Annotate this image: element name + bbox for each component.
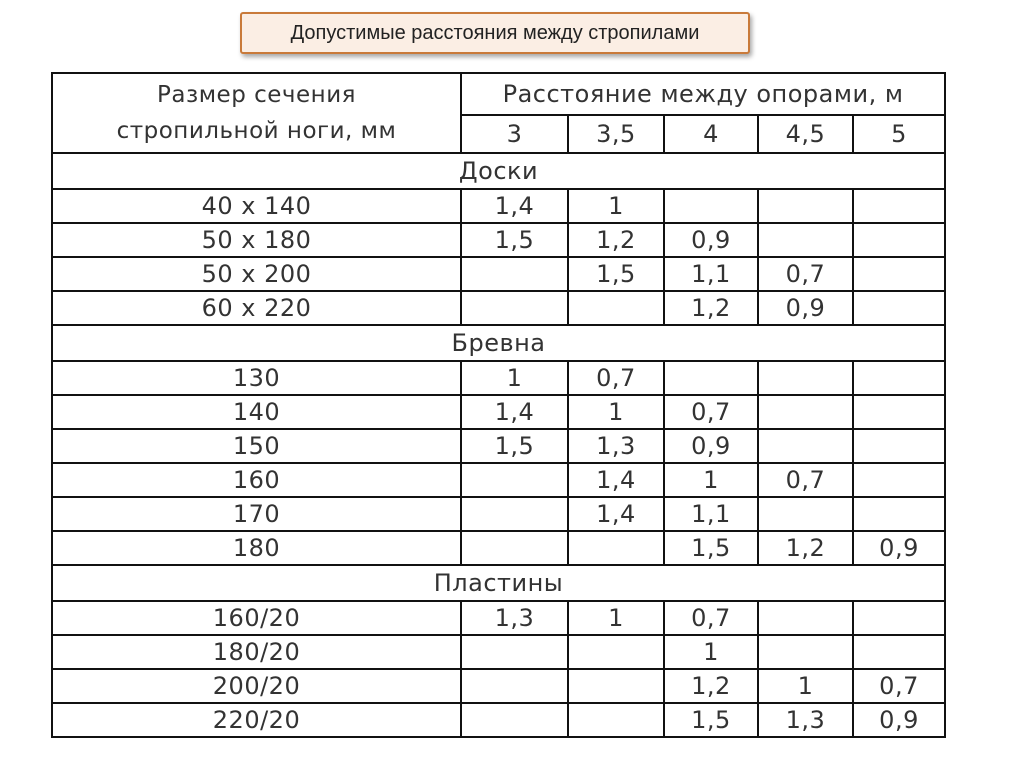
size-cell: 160 [52,463,461,497]
distance-header: 4,5 [758,115,853,153]
value-cell [853,463,945,497]
value-cell: 0,9 [853,703,945,737]
value-cell [461,635,568,669]
value-cell [853,361,945,395]
size-cell: 170 [52,497,461,531]
value-cell [758,395,853,429]
size-cell: 180/20 [52,635,461,669]
section-title: Пластины [52,565,945,601]
header-size-cell [52,73,461,153]
size-cell: 160/20 [52,601,461,635]
value-cell [853,395,945,429]
slide-title: Допустимые расстояния между стропилами [240,12,750,54]
distance-header: 4 [664,115,758,153]
section-row [52,153,945,189]
value-cell [461,531,568,565]
value-cell: 0,7 [758,257,853,291]
value-cell [461,463,568,497]
value-cell [568,635,664,669]
value-cell [664,361,758,395]
value-cell [853,601,945,635]
table-row [52,361,945,395]
table-row [52,669,945,703]
size-cell: 130 [52,361,461,395]
header-distance-cell: Расстояние между опорами, м [461,73,945,115]
value-cell [758,429,853,463]
value-cell: 1 [461,361,568,395]
value-cell [853,223,945,257]
size-cell: 50 x 180 [52,223,461,257]
value-cell [853,291,945,325]
value-cell: 1,5 [461,429,568,463]
value-cell: 1,3 [461,601,568,635]
value-cell [853,257,945,291]
value-cell: 1 [568,189,664,223]
value-cell: 1,3 [758,703,853,737]
value-cell: 1 [568,395,664,429]
value-cell [461,291,568,325]
value-cell [758,223,853,257]
value-cell [853,635,945,669]
value-cell: 1 [568,601,664,635]
value-cell [461,669,568,703]
size-cell: 50 x 200 [52,257,461,291]
header-row [52,73,945,115]
value-cell: 1,1 [664,257,758,291]
value-cell: 1,5 [568,257,664,291]
value-cell: 1,3 [568,429,664,463]
size-cell: 220/20 [52,703,461,737]
table-row [52,703,945,737]
section-row [52,565,945,601]
value-cell: 0,7 [853,669,945,703]
size-cell: 40 x 140 [52,189,461,223]
value-cell [758,361,853,395]
distance-header: 3,5 [568,115,664,153]
value-cell: 1,4 [568,463,664,497]
table-row [52,257,945,291]
value-cell: 1,2 [568,223,664,257]
header-size-line-2: стропильной ноги, мм [116,118,397,144]
distance-header: 3 [461,115,568,153]
table-row [52,189,945,223]
table-row [52,463,945,497]
table-row [52,635,945,669]
value-cell [568,669,664,703]
value-cell [758,497,853,531]
distance-header: 5 [853,115,945,153]
value-cell: 1,2 [758,531,853,565]
table-row [52,291,945,325]
value-cell: 0,7 [758,463,853,497]
section-row [52,325,945,361]
value-cell [461,703,568,737]
value-cell: 1,2 [664,669,758,703]
section-title: Доски [52,153,945,189]
table-row [52,601,945,635]
value-cell: 0,9 [758,291,853,325]
value-cell [853,497,945,531]
value-cell: 1,4 [568,497,664,531]
table-row [52,531,945,565]
value-cell [853,429,945,463]
value-cell: 0,7 [664,395,758,429]
header-size-line-1: Размер сечения [157,82,356,108]
value-cell: 1,5 [664,703,758,737]
value-cell [461,497,568,531]
value-cell [461,257,568,291]
value-cell: 1 [664,463,758,497]
value-cell: 1,4 [461,189,568,223]
value-cell: 1,4 [461,395,568,429]
value-cell [758,635,853,669]
value-cell [758,601,853,635]
value-cell [568,531,664,565]
value-cell: 1,1 [664,497,758,531]
table-row [52,395,945,429]
rafter-spacing-table [51,72,946,738]
value-cell: 1 [664,635,758,669]
value-cell [568,291,664,325]
value-cell: 1,5 [461,223,568,257]
size-cell: 180 [52,531,461,565]
table-row [52,497,945,531]
value-cell: 0,9 [664,429,758,463]
value-cell [568,703,664,737]
value-cell: 0,7 [664,601,758,635]
table-row [52,223,945,257]
value-cell: 1 [758,669,853,703]
value-cell: 1,5 [664,531,758,565]
value-cell: 0,9 [853,531,945,565]
table-row [52,429,945,463]
size-cell: 150 [52,429,461,463]
value-cell [664,189,758,223]
size-cell: 60 x 220 [52,291,461,325]
value-cell [853,189,945,223]
value-cell: 0,7 [568,361,664,395]
section-title: Бревна [52,325,945,361]
value-cell [758,189,853,223]
value-cell: 1,2 [664,291,758,325]
size-cell: 140 [52,395,461,429]
value-cell: 0,9 [664,223,758,257]
size-cell: 200/20 [52,669,461,703]
